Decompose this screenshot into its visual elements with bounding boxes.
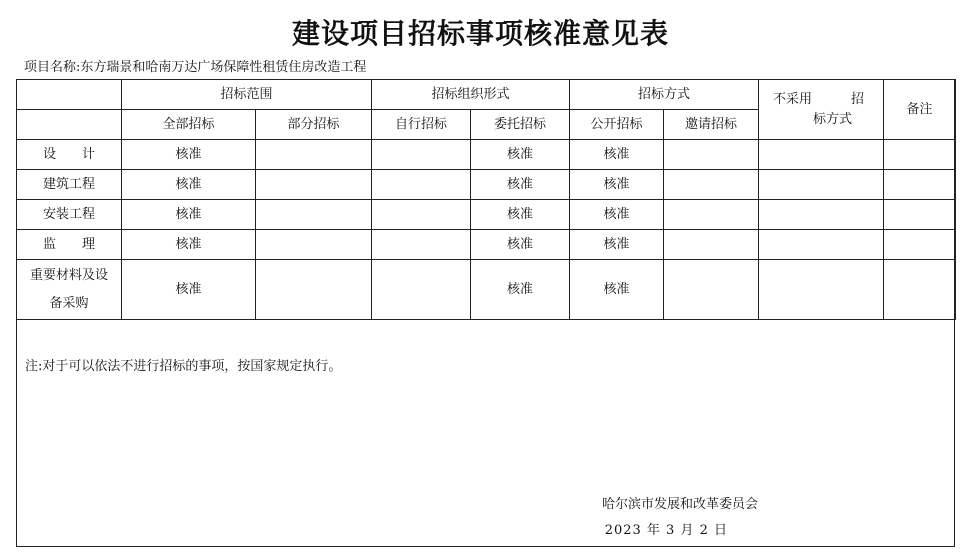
cell-full-bidding: 核准 <box>122 200 256 230</box>
row-label: 建筑工程 <box>17 170 122 200</box>
header-open-bidding: 公开招标 <box>570 110 664 140</box>
header-corner-lower <box>17 110 122 140</box>
cell-partial-bidding <box>256 170 372 200</box>
cell-entrusted-bidding: 核准 <box>471 140 570 170</box>
cell-invited-bidding <box>664 230 759 260</box>
cell-self-bidding <box>372 170 471 200</box>
issuing-agency: 哈尔滨市发展和改革委员会 <box>601 497 758 512</box>
header-row-1 <box>17 80 956 110</box>
cell-remarks <box>884 200 956 230</box>
cell-partial-bidding <box>256 200 372 230</box>
cell-partial-bidding <box>256 140 372 170</box>
project-name: 项目名称:东方瑞景和哈南万达广场保障性租赁住房改造工程 <box>24 60 367 75</box>
header-method: 招标方式 <box>570 80 759 110</box>
cell-open-bidding: 核准 <box>570 200 664 230</box>
footnote: 注:对于可以依法不进行招标的事项，按国家规定执行。 <box>25 359 342 374</box>
cell-remarks <box>884 140 956 170</box>
cell-open-bidding: 核准 <box>570 140 664 170</box>
cell-remarks <box>884 260 956 320</box>
cell-no-bidding <box>759 140 884 170</box>
cell-invited-bidding <box>664 260 759 320</box>
cell-full-bidding: 核准 <box>122 230 256 260</box>
cell-invited-bidding <box>664 200 759 230</box>
cell-no-bidding <box>759 260 884 320</box>
row-label <box>17 260 122 320</box>
cell-self-bidding <box>372 200 471 230</box>
cell-no-bidding <box>759 230 884 260</box>
header-entrusted-bidding: 委托招标 <box>471 110 570 140</box>
header-remarks: 备注 <box>884 80 956 140</box>
cell-remarks <box>884 230 956 260</box>
cell-self-bidding <box>372 260 471 320</box>
document-title: 建设项目招标事项核准意见表 <box>291 17 669 50</box>
cell-invited-bidding <box>664 170 759 200</box>
header-no-bidding-line1: 不采用 招 <box>773 91 865 107</box>
cell-open-bidding: 核准 <box>570 230 664 260</box>
header-corner <box>17 80 122 110</box>
header-self-bidding: 自行招标 <box>372 110 471 140</box>
approval-sheet <box>16 79 955 547</box>
cell-full-bidding: 核准 <box>122 140 256 170</box>
cell-open-bidding: 核准 <box>570 170 664 200</box>
cell-entrusted-bidding: 核准 <box>471 170 570 200</box>
table-row <box>17 140 956 170</box>
cell-invited-bidding <box>664 140 759 170</box>
issue-date: 2023 年 3 月 2 日 <box>604 523 728 538</box>
cell-no-bidding <box>759 200 884 230</box>
header-no-bidding <box>759 80 884 140</box>
cell-partial-bidding <box>256 260 372 320</box>
header-partial-bidding: 部分招标 <box>256 110 372 140</box>
header-no-bidding-line2: 标方式 <box>813 111 853 127</box>
cell-no-bidding <box>759 170 884 200</box>
table-row <box>17 260 956 320</box>
approval-table <box>16 79 956 320</box>
cell-remarks <box>884 170 956 200</box>
cell-full-bidding: 核准 <box>122 170 256 200</box>
cell-entrusted-bidding: 核准 <box>471 230 570 260</box>
cell-entrusted-bidding: 核准 <box>471 260 570 320</box>
header-invited-bidding: 邀请招标 <box>664 110 759 140</box>
table-row <box>17 200 956 230</box>
header-organization: 招标组织形式 <box>372 80 570 110</box>
row-label: 安装工程 <box>17 200 122 230</box>
row-label: 监 理 <box>17 230 122 260</box>
row-label-line1: 重要材料及设 <box>29 267 108 283</box>
cell-entrusted-bidding: 核准 <box>471 200 570 230</box>
header-scope: 招标范围 <box>122 80 372 110</box>
cell-self-bidding <box>372 140 471 170</box>
table-row <box>17 230 956 260</box>
cell-full-bidding: 核准 <box>122 260 256 320</box>
table-row <box>17 170 956 200</box>
row-label: 设 计 <box>17 140 122 170</box>
header-full-bidding: 全部招标 <box>122 110 256 140</box>
cell-partial-bidding <box>256 230 372 260</box>
row-label-line2: 备采购 <box>49 295 89 311</box>
cell-self-bidding <box>372 230 471 260</box>
cell-open-bidding: 核准 <box>570 260 664 320</box>
